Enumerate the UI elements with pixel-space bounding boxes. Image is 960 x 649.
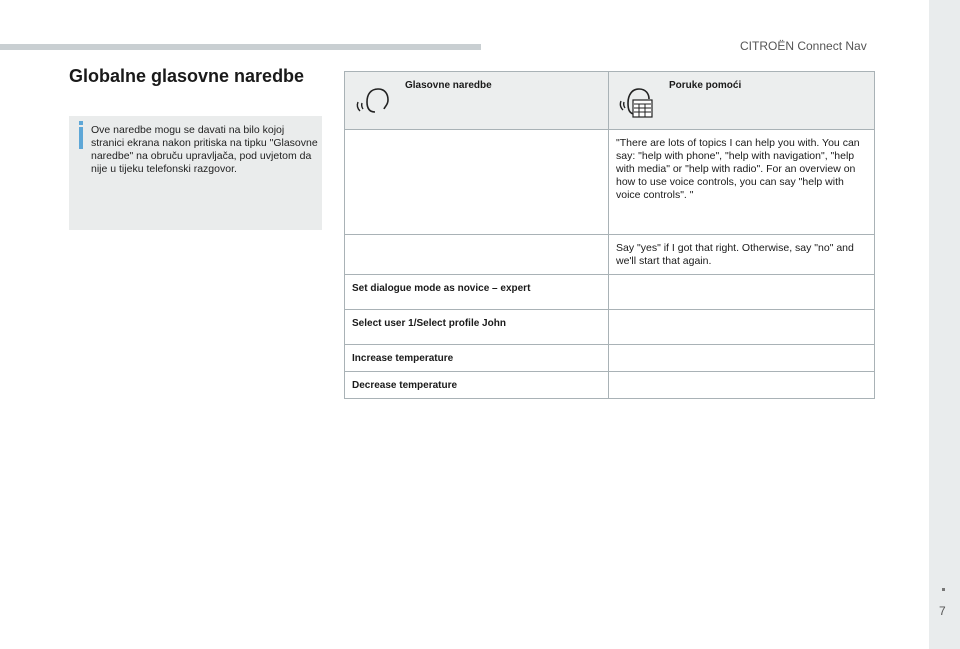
help-cell xyxy=(609,235,875,275)
table-row xyxy=(345,275,875,310)
table-row xyxy=(345,310,875,345)
command-text: Increase temperature xyxy=(352,353,454,364)
help-cell xyxy=(609,130,875,235)
command-text xyxy=(345,130,608,143)
command-text: Set dialogue mode as novice – expert xyxy=(352,283,531,294)
command-cell xyxy=(345,130,609,235)
command-cell xyxy=(345,372,609,399)
help-cell xyxy=(609,345,875,372)
help-text xyxy=(609,345,874,358)
command-cell xyxy=(345,310,609,345)
command-cell xyxy=(345,275,609,310)
voice-commands-table xyxy=(344,71,875,399)
page-edge-band xyxy=(929,0,960,649)
info-text: Ove naredbe mogu se davati na bilo kojoj stranici ekrana nakon pritiska na tipku "Glasovne naredbe" na obruču upravljača, pod uvjetom da nije u tijeku telefonski razgovor. xyxy=(91,124,318,175)
help-text: "There are lots of topics I can help you with. You can say: "help with phone", "help with navigation", "help with media" or "help with radio". For an overview on how to use voice controls, you can say "help with voice controls". " xyxy=(616,137,860,201)
header-rule xyxy=(0,44,481,50)
column-header-label: Glasovne naredbe xyxy=(405,80,492,91)
table-row xyxy=(345,235,875,275)
help-text xyxy=(609,310,874,323)
page-title: Globalne glasovne naredbe xyxy=(69,66,305,86)
table-row xyxy=(345,130,875,235)
page-marker xyxy=(942,588,945,591)
help-cell xyxy=(609,275,875,310)
column-header-label: Poruke pomoći xyxy=(669,80,742,91)
voice-command-icon xyxy=(355,86,391,116)
info-icon xyxy=(79,121,83,125)
help-cell xyxy=(609,310,875,345)
command-text: Select user 1/Select profile John xyxy=(352,318,506,329)
table-row xyxy=(345,372,875,399)
column-header-commands xyxy=(345,72,609,130)
command-cell xyxy=(345,345,609,372)
column-header-help xyxy=(609,72,875,130)
help-text xyxy=(609,275,874,288)
page-number: 7 xyxy=(939,604,946,618)
help-text: Say "yes" if I got that right. Otherwise, say "no" and we'll start that again. xyxy=(616,242,854,267)
command-text xyxy=(345,235,608,248)
table-row xyxy=(345,345,875,372)
help-messages-icon xyxy=(619,86,655,120)
info-box xyxy=(69,116,322,230)
help-text xyxy=(609,372,874,385)
command-text: Decrease temperature xyxy=(352,380,458,391)
info-icon-bar xyxy=(79,127,83,149)
command-cell xyxy=(345,235,609,275)
help-cell xyxy=(609,372,875,399)
header-brand: CITROËN Connect Nav xyxy=(740,39,867,53)
table-header-row xyxy=(345,72,875,130)
